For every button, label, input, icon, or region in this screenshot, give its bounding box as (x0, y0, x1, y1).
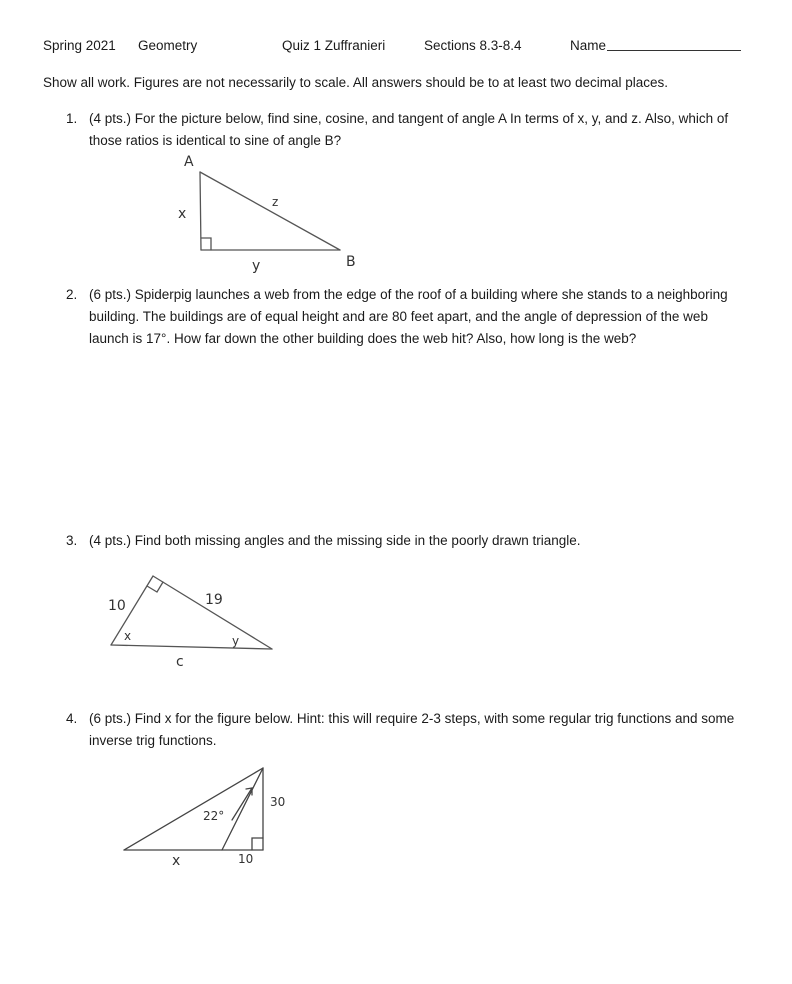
question-text: (4 pts.) Find both missing angles and the missing side in the poorly drawn triangle. (89, 533, 581, 548)
fig4-label-angle: 22° (203, 809, 225, 823)
fig4-label-30: 30 (270, 795, 286, 809)
fig1-label-a: A (184, 154, 194, 170)
name-label: Name (570, 38, 607, 53)
header-subject: Geometry (138, 38, 198, 53)
instructions: Show all work. Figures are not necessarily to scale. All answers should be to at least two decimal places. (43, 75, 669, 90)
fig3-label-10: 10 (108, 598, 126, 614)
fig1-label-z: z (272, 195, 279, 209)
question-number: 1. (66, 111, 78, 126)
fig4-right-angle-marker (252, 838, 263, 850)
question-text: (6 pts.) Spiderpig launches a web from the edge of the roof of a building where she stands to a neighboring building. The buildings are of equal height and are 80 feet apart, and the angle of depression of the web launch is 17°. How far down the other building does the web hit? Also, how long is the web? (89, 287, 728, 346)
fig1-label-y: y (252, 258, 261, 274)
question-number: 3. (66, 533, 78, 548)
fig3-label-angle-y: y (232, 634, 240, 648)
fig3-label-19: 19 (205, 592, 223, 608)
header-semester: Spring 2021 (43, 38, 116, 53)
fig1-label-b: B (346, 254, 356, 270)
fig4-label-10: 10 (238, 852, 254, 866)
question-text: (6 pts.) Find x for the figure below. Hint: this will require 2-3 steps, with some regular trig functions and some inverse trig functions. (89, 711, 735, 748)
fig4-label-x: x (172, 853, 181, 869)
header-quiz: Quiz 1 Zuffranieri (282, 38, 386, 53)
question-number: 2. (66, 287, 78, 302)
fig3-label-c: c (176, 654, 184, 670)
header-sections: Sections 8.3-8.4 (424, 38, 522, 53)
fig1-label-x: x (178, 206, 187, 222)
question-text: (4 pts.) For the picture below, find sine, cosine, and tangent of angle A In terms of x, y, and z. Also, which of those ratios is identical to sine of angle B? (89, 111, 729, 148)
question-number: 4. (66, 711, 78, 726)
fig3-label-angle-x: x (124, 629, 132, 643)
fig4-arrow-line (232, 788, 252, 820)
